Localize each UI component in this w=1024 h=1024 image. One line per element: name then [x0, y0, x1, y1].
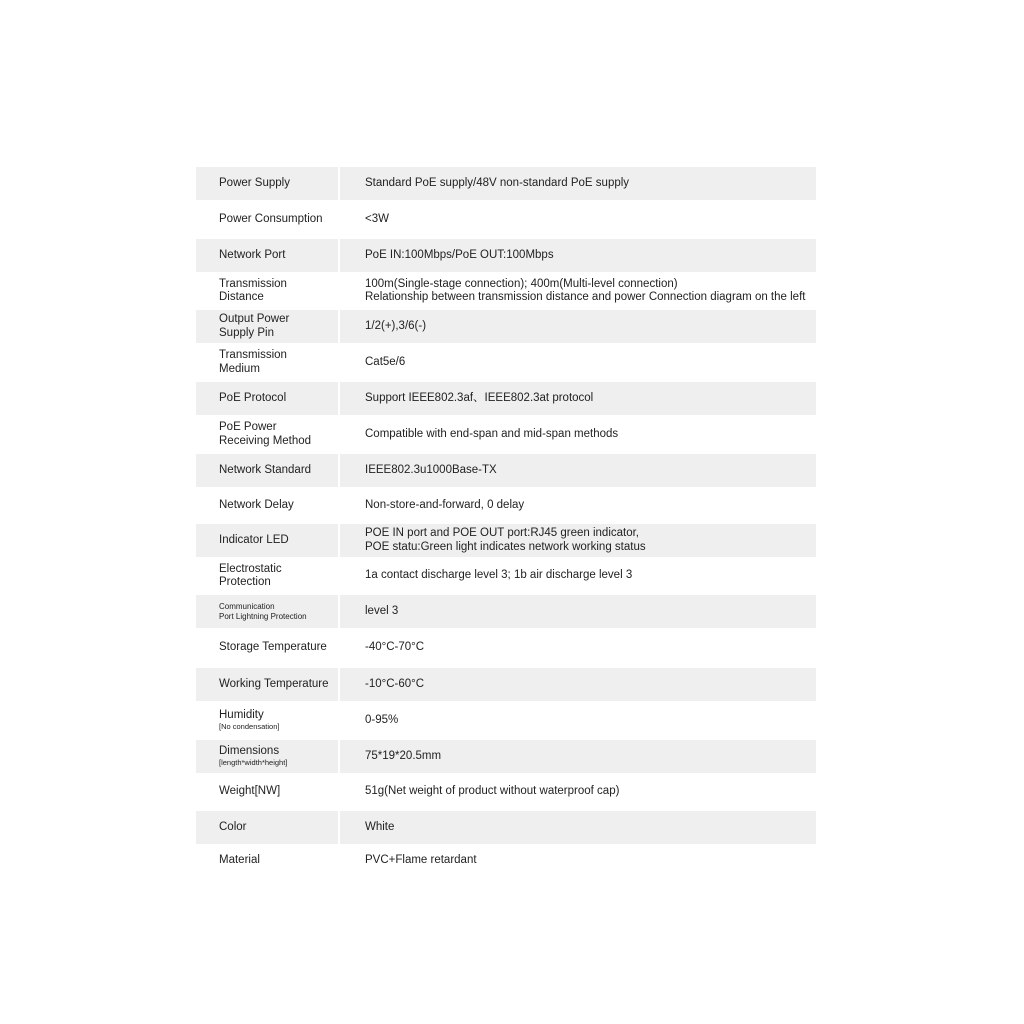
spec-label: [196, 345, 340, 380]
spec-label: [196, 167, 340, 200]
spec-label-text: Storage Temperature: [219, 641, 327, 654]
table-row: [196, 846, 816, 878]
spec-label: [196, 524, 340, 557]
table-row: [196, 345, 816, 382]
table-row: [196, 454, 816, 489]
spec-label-text: Port Lightning Protection: [219, 611, 307, 621]
spec-label-text: Transmission: [219, 349, 287, 361]
spec-label-text: Network Delay: [219, 498, 294, 511]
spec-value: [340, 854, 816, 868]
spec-label: [196, 703, 340, 738]
spec-label: [196, 811, 340, 844]
table-row: [196, 740, 816, 775]
spec-label-text: Humidity: [219, 708, 264, 721]
table-row: [196, 239, 816, 274]
spec-label-text: Working Temperature: [219, 677, 329, 690]
spec-label-text: Weight[NW]: [219, 785, 281, 798]
spec-value-text: Relationship between transmission distance and power Connection diagram on the left: [365, 291, 806, 303]
spec-label: [196, 310, 340, 343]
spec-value-text: <3W: [365, 212, 389, 225]
table-row: [196, 167, 816, 202]
spec-value-text: POE statu:Green light indicates network working status: [365, 540, 646, 553]
spec-value: [340, 641, 816, 655]
spec-label-text: Output Power: [219, 313, 290, 325]
spec-label-text: Communication: [219, 601, 275, 611]
spec-value-text: Cat5e/6: [365, 355, 406, 368]
spec-label-text: PoE Protocol: [219, 391, 287, 404]
spec-label-text: Receiving Method: [219, 434, 312, 447]
table-row: [196, 310, 816, 345]
table-row: [196, 524, 816, 559]
spec-value-text: -10°C-60°C: [365, 677, 425, 690]
spec-label-text: Indicator LED: [219, 533, 289, 546]
spec-value: [340, 605, 816, 619]
spec-label-subtext: [length*width*height]: [219, 758, 288, 768]
table-row: [196, 559, 816, 595]
spec-value-text: PVC+Flame retardant: [365, 854, 477, 867]
spec-label-text: Protection: [219, 576, 271, 588]
spec-value: [340, 821, 816, 835]
spec-value: [340, 678, 816, 692]
spec-label: [196, 846, 340, 876]
table-row: [196, 489, 816, 524]
table-row: [196, 668, 816, 703]
spec-label-text: Color: [219, 820, 247, 833]
spec-value-text: 51g(Net weight of product without waterproof cap): [365, 785, 620, 798]
spec-label-text: Electrostatic: [219, 562, 282, 575]
spec-value: [340, 278, 816, 305]
spec-value-text: Support IEEE802.3af、IEEE802.3at protocol: [365, 391, 594, 404]
spec-label: [196, 775, 340, 809]
spec-value-text: Standard PoE supply/48V non-standard PoE supply: [365, 176, 630, 189]
spec-label: [196, 559, 340, 593]
table-row: [196, 811, 816, 846]
spec-value-text: POE IN port and POE OUT port:RJ45 green indicator,: [365, 527, 640, 539]
spec-value-text: PoE IN:100Mbps/PoE OUT:100Mbps: [365, 248, 554, 261]
spec-value: [340, 428, 816, 442]
spec-label: [196, 595, 340, 628]
spec-label: [196, 202, 340, 237]
spec-label: [196, 489, 340, 522]
spec-label: [196, 740, 340, 773]
spec-value-text: IEEE802.3u1000Base-TX: [365, 463, 497, 476]
spec-label: [196, 630, 340, 666]
spec-label: [196, 239, 340, 272]
spec-value: [340, 249, 816, 263]
table-row: [196, 202, 816, 239]
spec-value: [340, 499, 816, 513]
spec-label-text: Distance: [219, 291, 264, 303]
spec-label-text: Network Port: [219, 248, 286, 261]
spec-label-text: Supply Pin: [219, 326, 274, 339]
spec-value: [340, 527, 816, 554]
spec-label-text: Material: [219, 854, 260, 867]
spec-table: [196, 167, 816, 878]
spec-value: [340, 356, 816, 370]
spec-label-text: Network Standard: [219, 463, 312, 476]
spec-value: [340, 392, 816, 406]
spec-value-text: 100m(Single-stage connection); 400m(Multi-level connection): [365, 277, 678, 290]
spec-label: [196, 417, 340, 452]
table-row: [196, 595, 816, 630]
spec-value-text: 0-95%: [365, 713, 399, 726]
spec-value: [340, 569, 816, 583]
spec-value-text: Non-store-and-forward, 0 delay: [365, 498, 525, 511]
table-row: [196, 274, 816, 310]
spec-label-text: Dimensions: [219, 744, 280, 757]
spec-label-text: Medium: [219, 362, 260, 375]
spec-value-text: Compatible with end-span and mid-span methods: [365, 427, 619, 440]
spec-value-text: 75*19*20.5mm: [365, 749, 442, 762]
table-row: [196, 775, 816, 811]
spec-value: [340, 213, 816, 227]
table-row: [196, 630, 816, 668]
spec-value: [340, 464, 816, 478]
spec-value-text: -40°C-70°C: [365, 641, 425, 654]
spec-value: [340, 714, 816, 728]
spec-label-text: Transmission: [219, 277, 287, 290]
spec-value: [340, 320, 816, 334]
spec-value: [340, 177, 816, 191]
table-row: [196, 417, 816, 454]
spec-label: [196, 668, 340, 701]
spec-label-text: Power Supply: [219, 176, 290, 189]
spec-label-text: Power Consumption: [219, 212, 323, 225]
spec-value-text: level 3: [365, 604, 399, 617]
spec-value: [340, 750, 816, 764]
spec-value-text: 1a contact discharge level 3; 1b air discharge level 3: [365, 569, 633, 582]
spec-label: [196, 274, 340, 308]
table-row: [196, 382, 816, 417]
spec-label-text: PoE Power: [219, 421, 277, 433]
spec-label-subtext: [No condensation]: [219, 722, 280, 732]
spec-label: [196, 454, 340, 487]
spec-value-text: 1/2(+),3/6(-): [365, 319, 427, 332]
spec-label: [196, 382, 340, 415]
spec-value: [340, 785, 816, 799]
table-row: [196, 703, 816, 740]
spec-value-text: White: [365, 820, 395, 833]
